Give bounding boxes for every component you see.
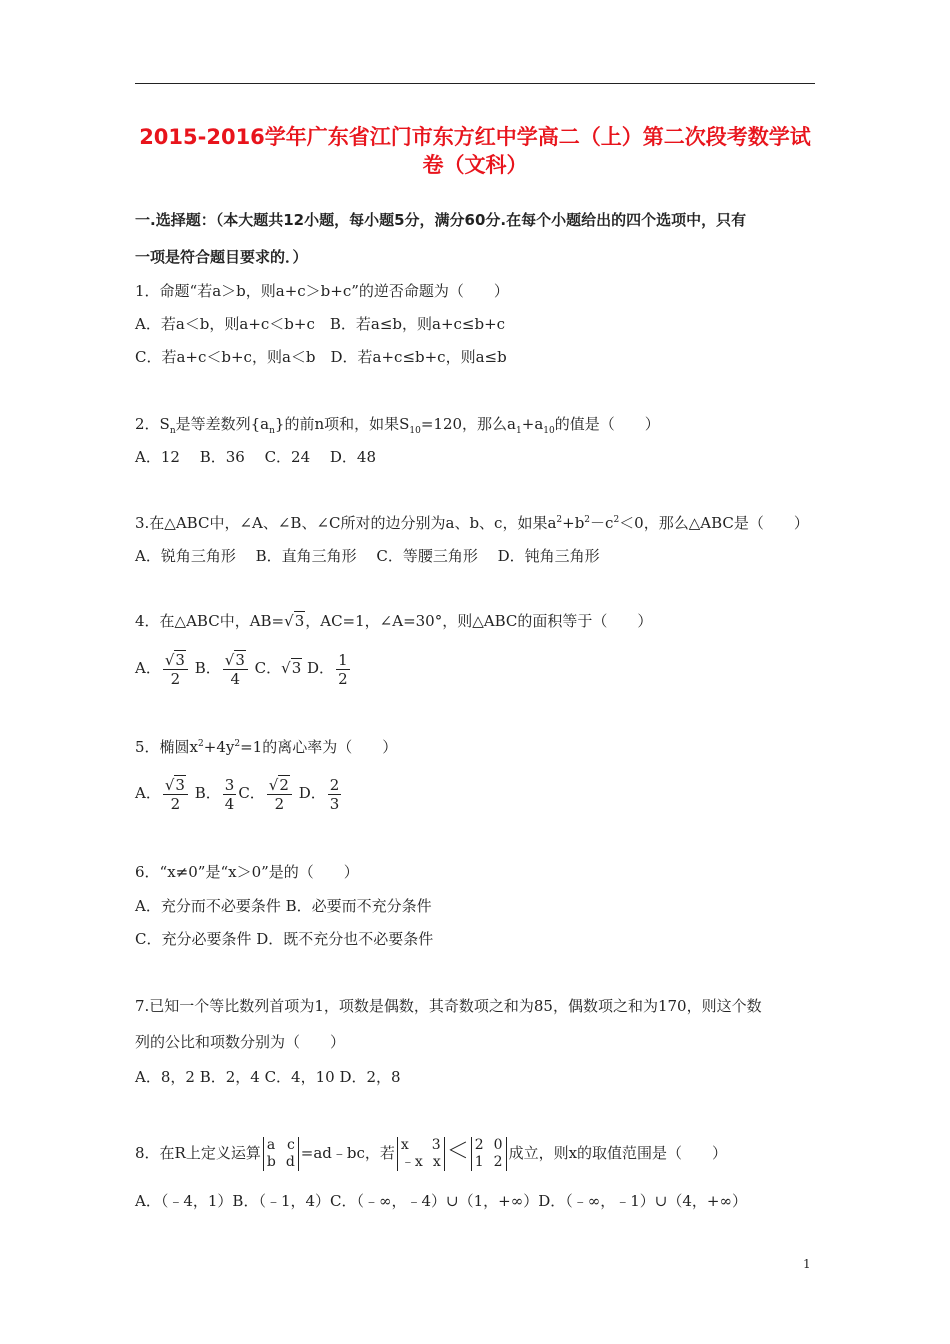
determinant-right: 2 0 1 2 (471, 1137, 507, 1171)
q4-option-a-fraction: $\frac{√3}{2}$ (163, 651, 188, 688)
q1-options-ab: A．若a＜b，则a+c＜b+c B．若a≤b，则a+c≤b+c (135, 315, 506, 333)
q6-options-cd: C．充分必要条件 D．既不充分也不必要条件 (135, 930, 434, 948)
header-rule (135, 83, 815, 84)
q2-stem: 2．$S_n$是等差数列$\{a_n\}$的前n项和，如果$S_{10}=120$，那么$a_1+a_{10}$的值是（ ） (135, 415, 660, 436)
q4-option-d-fraction: $\frac{1}{2}$ (338, 650, 348, 688)
determinant-definition: a c b d (263, 1137, 299, 1171)
section-heading-line2: 一项是符合题目要求的．） (135, 248, 308, 266)
q4-stem: 4．在△ABC中，AB=√3，AC=1，∠A=30°，则△ABC的面积等于（ ） (135, 612, 653, 630)
q3-stem: 3.在△ABC中，∠A、∠B、∠C所对的边分别为a、b、c，如果$a^2+b^2-c^2<0$，那么△ABC是（ ） (135, 514, 809, 532)
determinant-left: x 3 ﹣x x (397, 1137, 445, 1171)
q4-option-c-radical: √3 (281, 659, 302, 677)
q3-options: A．锐角三角形 B．直角三角形 C．等腰三角形 D．钝角三角形 (135, 547, 600, 565)
q5-option-c-fraction: $\frac{√2}{2}$ (267, 776, 292, 813)
q4-options: A． $\frac{√3}{2}$ B． $\frac{√3}{4}$ C．√3 D． $\frac{1}{2}$ (135, 648, 352, 688)
page-title: 2015-2016学年广东省江门市东方红中学高二（上）第二次段考数学试卷（文科） (139, 125, 811, 177)
q7-stem-line1: 7.已知一个等比数列首项为1，项数是偶数，其奇数项之和为85，偶数项之和为170，则这个数 (135, 997, 762, 1015)
q7-stem-line2: 列的公比和项数分别为（ ） (135, 1033, 346, 1051)
q5-option-b-fraction: $\frac{3}{4}$ (224, 775, 235, 813)
q1-options-cd: C．若a+c＜b+c，则a＜b D．若a+c≤b+c，则a≤b (135, 348, 507, 366)
q8-options: A．（﹣4，1）B．（﹣1，4）C．（﹣∞，﹣4）∪（1，+∞）D．（﹣∞，﹣1）∪（4，+∞） (135, 1192, 747, 1210)
q4-option-b-fraction: $\frac{√3}{4}$ (223, 651, 248, 688)
page-number: 1 (803, 1257, 811, 1271)
q1-stem: 1．命题“若a＞b，则a+c＞b+c”的逆否命题为（ ） (135, 282, 509, 300)
q5-stem: 5．椭圆$x^2+4y^2=1$的离心率为（ ） (135, 738, 398, 756)
q6-stem: 6．“x≠0”是“x＞0”是的（ ） (135, 863, 359, 881)
q8-stem: 8．在R上定义运算 a c b d =ad﹣bc，若 x 3 ﹣x x ＜ 2 0 1 2 成立，则x的取值范围是（ ） (135, 1137, 728, 1170)
q5-option-a-fraction: $\frac{√3}{2}$ (163, 776, 188, 813)
q2-options: A．12 B．36 C．24 D．48 (135, 448, 377, 466)
q7-options: A．8，2 B．2，4 C．4，10 D．2，8 (135, 1068, 401, 1086)
q5-option-d-fraction: $\frac{2}{3}$ (329, 775, 340, 813)
q5-options: A． $\frac{√3}{2}$ B． $\frac{3}{4}$ C． $\frac{√2}{2}$ D． $\frac{2}{3}$ (135, 775, 340, 813)
section-heading-line1: 一.选择题：（本大题共12小题，每小题5分，满分60分.在每个小题给出的四个选项中，只有 (135, 211, 747, 229)
q6-options-ab: A．充分而不必要条件 B．必要而不充分条件 (135, 897, 432, 915)
